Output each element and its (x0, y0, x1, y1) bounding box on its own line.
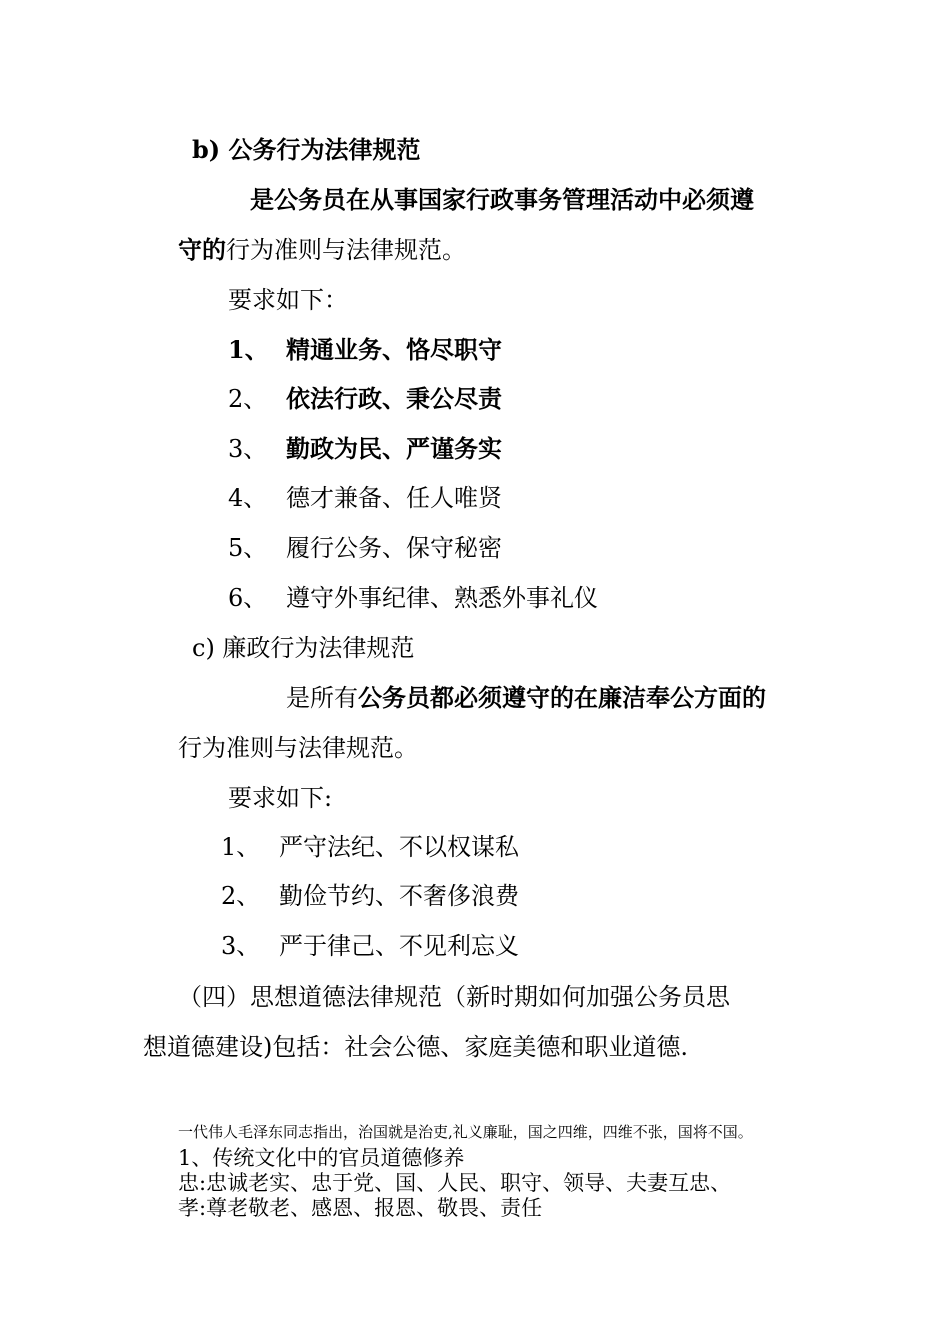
section-c-desc-line2: 行为准则与法律规范。 (178, 734, 418, 762)
section-b-desc-line2-rest: 行为准则与法律规范。 (226, 236, 466, 264)
list-item-text: 遵守外事纪律、熟悉外事礼仪 (286, 584, 598, 612)
section-b-heading: b) 公务行为法律规范 (192, 135, 421, 164)
list-item-text: 勤政为民、严谨务实 (286, 434, 502, 463)
list-item (228, 335, 502, 365)
footer-heading: 1、传统文化中的官员道德修养 (178, 1146, 465, 1170)
footer-quote: 一代伟人毛泽东同志指出，治国就是治吏,礼义廉耻，国之四维，四维不张，国将不国。 (178, 1123, 753, 1141)
section-b-desc-line2 (178, 235, 466, 265)
section-b-desc-line1: 是公务员在从事国家行政事务管理活动中必须遵 (250, 185, 754, 214)
list-item-text: 勤俭节约、不奢侈浪费 (279, 882, 519, 910)
section-four-line2: 想道德建设)包括：社会公德、家庭美德和职业道德. (143, 1033, 688, 1061)
section-c-desc-bold: 公务员都必须遵守的在廉洁奉公方面的 (358, 683, 766, 712)
list-item (221, 881, 519, 911)
list-item-number: 2、 (228, 385, 268, 413)
footer-xiao: 孝:尊老敬老、感恩、报恩、敬畏、责任 (178, 1196, 543, 1220)
section-four-line1: （四）思想道德法律规范（新时期如何加强公务员思 (178, 983, 730, 1011)
list-item-text: 履行公务、保守秘密 (286, 534, 502, 562)
section-c-heading: c) 廉政行为法律规范 (192, 634, 415, 662)
list-item-text: 严于律己、不见利忘义 (279, 932, 519, 960)
list-item (228, 434, 502, 464)
list-item-number: 1、 (221, 833, 261, 861)
list-item (228, 483, 502, 513)
list-item (228, 583, 598, 613)
list-item (221, 931, 519, 961)
list-item-number: 6、 (228, 584, 268, 612)
list-item-text: 精通业务、恪尽职守 (286, 335, 502, 364)
section-c-desc-line1 (286, 683, 766, 713)
list-item-number: 4、 (228, 484, 268, 512)
list-item-number: 3、 (221, 932, 261, 960)
list-item-text: 严守法纪、不以权谋私 (279, 833, 519, 861)
section-b-desc-line2-bold: 守的 (178, 235, 226, 264)
list-item-text: 德才兼备、任人唯贤 (286, 484, 502, 512)
list-item (228, 533, 502, 563)
list-item (228, 384, 502, 414)
section-c-req-label: 要求如下: (228, 784, 333, 812)
list-item (221, 832, 519, 862)
list-item-number: 5、 (228, 534, 268, 562)
footer-zhong: 忠:忠诚老实、忠于党、国、人民、职守、领导、夫妻互忠、 (178, 1171, 732, 1195)
section-c-desc-start: 是所有 (286, 684, 358, 712)
list-item-number: 2、 (221, 882, 261, 910)
list-item-number: 3、 (228, 435, 268, 463)
section-b-req-label: 要求如下： (228, 286, 348, 314)
list-item-number: 1、 (228, 335, 269, 364)
list-item-text: 依法行政、秉公尽责 (286, 384, 502, 413)
